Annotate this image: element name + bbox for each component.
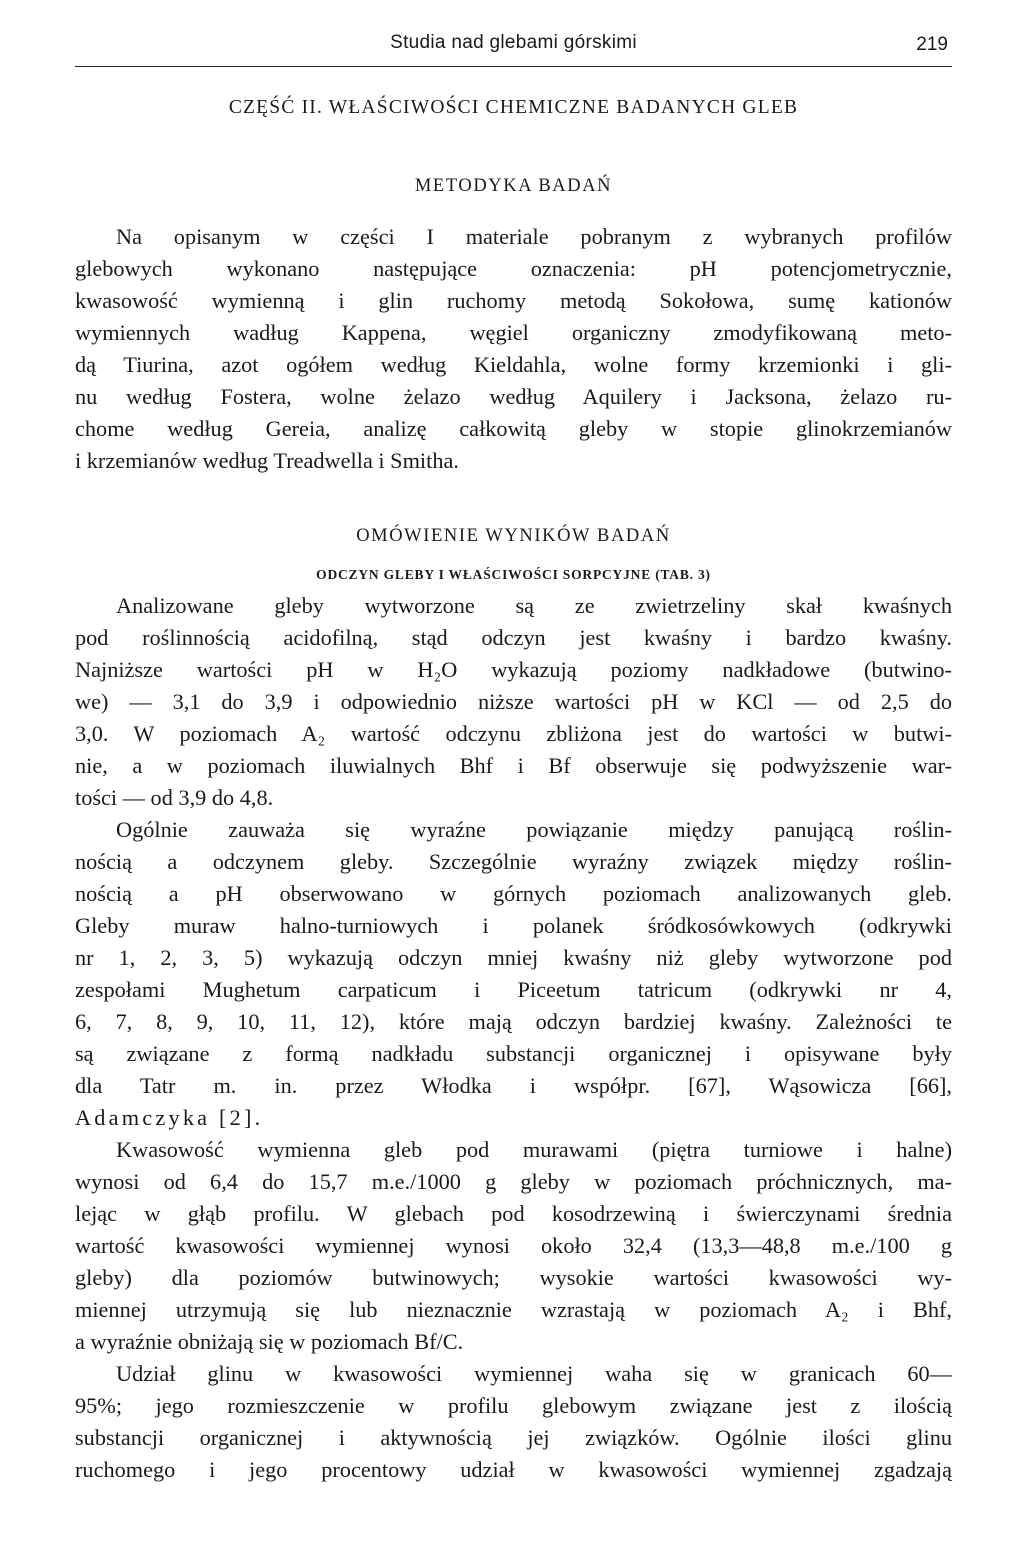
paragraph-line: zespołami Mughetum carpaticum i Piceetum tatricum (odkrywki nr 4,: [75, 977, 952, 1002]
methods-line: glebowych wykonano następujące oznaczenia: pH potencjometrycznie,: [75, 256, 952, 281]
paragraph-line: 6, 7, 8, 9, 10, 11, 12), które mają odczyn bardziej kwaśny. Zależności te: [75, 1009, 952, 1034]
page-number: 219: [916, 34, 948, 55]
subsection-heading: ODCZYN GLEBY I WŁAŚCIWOŚCI SORPCYJNE (TAB. 3): [316, 567, 711, 582]
paragraph-line: 3,0. W poziomach A₂ wartość odczynu zbliżona jest do wartości w butwi-: [75, 721, 952, 746]
part-heading: CZĘŚĆ II. WŁAŚCIWOŚCI CHEMICZNE BADANYCH GLEB: [228, 97, 799, 118]
paragraph-line: substancji organicznej i aktywnością jej związków. Ogólnie ilości glinu: [75, 1425, 952, 1450]
paragraph-line: Adamczyka [2].: [75, 1105, 264, 1130]
paragraph-line: Kwasowość wymienna gleb pod murawami (piętra turniowe i halne): [116, 1137, 952, 1162]
paragraph-line: są związane z formą nadkładu substancji organicznej i opisywane były: [75, 1041, 952, 1066]
paragraph-line: a wyraźnie obniżają się w poziomach Bf/C.: [75, 1329, 464, 1354]
paragraph-line: wartość kwasowości wymiennej wynosi około 32,4 (13,3—48,8 m.e./100 g: [75, 1233, 952, 1258]
paragraph-line: Gleby muraw halno-turniowych i polanek śródkosówkowych (odkrywki: [75, 913, 952, 938]
methods-line: i krzemianów według Treadwella i Smitha.: [75, 448, 459, 473]
paragraph-line: Analizowane gleby wytworzone są ze zwietrzeliny skał kwaśnych: [116, 593, 952, 618]
paragraph-line: Udział glinu w kwasowości wymiennej waha się w granicach 60—: [116, 1361, 952, 1386]
paragraph-line: nr 1, 2, 3, 5) wykazują odczyn mniej kwaśny niż gleby wytworzone pod: [75, 945, 952, 970]
paragraph-line: we) — 3,1 do 3,9 i odpowiednio niższe wartości pH w KCl — od 2,5 do: [75, 689, 952, 714]
section-heading-results: OMÓWIENIE WYNIKÓW BADAŃ: [356, 526, 671, 546]
running-title: Studia nad glebami górskimi: [390, 32, 637, 53]
paragraph-line: Najniższe wartości pH w H₂O wykazują poziomy nadkładowe (butwino-: [75, 657, 952, 682]
section-heading-methods: METODYKA BADAŃ: [414, 176, 613, 196]
paragraph-line: nością a odczynem gleby. Szczególnie wyraźny związek między roślin-: [75, 849, 952, 874]
paragraph-line: pod roślinnością acidofilną, stąd odczyn jest kwaśny i bardzo kwaśny.: [75, 625, 952, 650]
methods-line: kwasowość wymienną i glin ruchomy metodą Sokołowa, sumę kationów: [75, 288, 952, 313]
paragraph-line: dla Tatr m. in. przez Włodka i współpr. [67], Wąsowicza [66],: [75, 1073, 952, 1098]
paragraph-line: tości — od 3,9 do 4,8.: [75, 785, 274, 810]
methods-line: dą Tiurina, azot ogółem według Kieldahla, wolne formy krzemionki i gli-: [75, 352, 952, 377]
paragraph-line: 95%; jego rozmieszczenie w profilu glebowym związane jest z ilością: [75, 1393, 952, 1418]
paragraph-line: Ogólnie zauważa się wyraźne powiązanie między panującą roślin-: [116, 817, 952, 842]
paragraph-line: nością a pH obserwowano w górnych poziomach analizowanych gleb.: [75, 881, 952, 906]
methods-line: chome według Gereia, analizę całkowitą gleby w stopie glinokrzemianów: [75, 416, 952, 441]
paragraph-line: wynosi od 6,4 do 15,7 m.e./1000 g gleby w poziomach próchnicznych, ma-: [75, 1169, 952, 1194]
paragraph-line: nie, a w poziomach iluwialnych Bhf i Bf obserwuje się podwyższenie war-: [75, 753, 952, 778]
methods-line: Na opisanym w części I materiale pobranym z wybranych profilów: [116, 224, 952, 249]
paragraph-line: miennej utrzymują się lub nieznacznie wzrastają w poziomach A₂ i Bhf,: [75, 1297, 952, 1322]
methods-line: nu według Fostera, wolne żelazo według Aquilery i Jacksona, żelazo ru-: [75, 384, 952, 409]
paragraph-line: ruchomego i jego procentowy udział w kwasowości wymiennej zgadzają: [75, 1457, 952, 1482]
running-head: [75, 32, 952, 67]
paragraph-line: lejąc w głąb profilu. W glebach pod kosodrzewiną i świerczynami średnia: [75, 1201, 952, 1226]
paragraph-line: gleby) dla poziomów butwinowych; wysokie wartości kwasowości wy-: [75, 1265, 952, 1290]
methods-line: wymiennych wadług Kappena, węgiel organiczny zmodyfikowaną meto-: [75, 320, 952, 345]
